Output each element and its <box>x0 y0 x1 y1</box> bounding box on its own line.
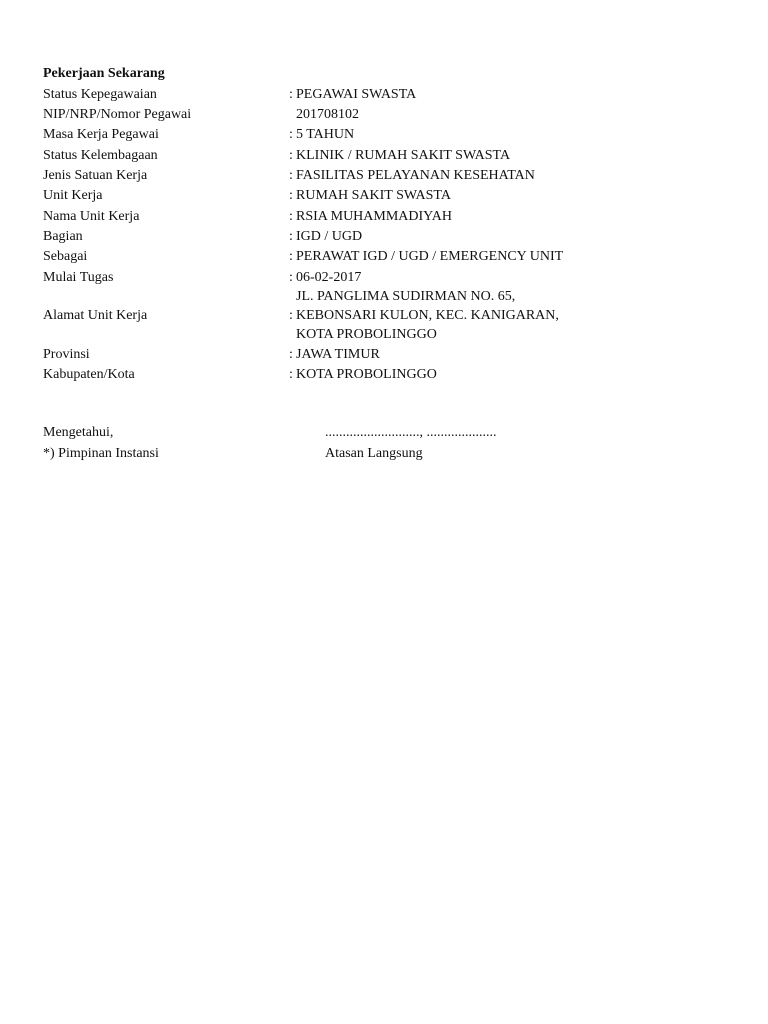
alamat-line-1: JL. PANGLIMA SUDIRMAN NO. 65, <box>296 289 516 304</box>
atasan-langsung-text: Atasan Langsung <box>325 446 423 461</box>
row-mulai-tugas <box>0 269 768 287</box>
colon-nama-unit-kerja: : <box>289 209 293 224</box>
label-status-kepegawaian: Status Kepegawaian <box>43 87 157 102</box>
label-masa-kerja: Masa Kerja Pegawai <box>43 127 159 142</box>
label-bagian: Bagian <box>43 229 83 244</box>
colon-mulai-tugas: : <box>289 270 293 285</box>
colon-sebagai: : <box>289 249 293 264</box>
row-jenis-satuan-kerja <box>0 167 768 185</box>
row-sebagai <box>0 248 768 266</box>
pimpinan-instansi-text: *) Pimpinan Instansi <box>43 446 159 461</box>
section-title: Pekerjaan Sekarang <box>43 66 165 81</box>
place-date-placeholder: ..........................., .................... <box>325 425 497 440</box>
row-unit-kerja <box>0 187 768 205</box>
row-nama-unit-kerja <box>0 208 768 226</box>
label-kabupaten-kota: Kabupaten/Kota <box>43 367 135 382</box>
colon-bagian: : <box>289 229 293 244</box>
colon-masa-kerja: : <box>289 127 293 142</box>
value-nip: 201708102 <box>296 107 359 122</box>
row-kabupaten-kota <box>0 366 768 384</box>
colon-jenis-satuan-kerja: : <box>289 168 293 183</box>
row-status-kepegawaian <box>0 86 768 104</box>
row-provinsi <box>0 346 768 364</box>
value-provinsi: JAWA TIMUR <box>296 347 380 362</box>
value-status-kelembagaan: KLINIK / RUMAH SAKIT SWASTA <box>296 148 511 163</box>
value-nama-unit-kerja: RSIA MUHAMMADIYAH <box>296 209 452 224</box>
colon-unit-kerja: : <box>289 188 293 203</box>
colon-status-kelembagaan: : <box>289 148 293 163</box>
colon-status-kepegawaian: : <box>289 87 293 102</box>
row-masa-kerja <box>0 126 768 144</box>
label-nama-unit-kerja: Nama Unit Kerja <box>43 209 140 224</box>
label-nip: NIP/NRP/Nomor Pegawai <box>43 107 192 122</box>
row-status-kelembagaan <box>0 147 768 165</box>
value-sebagai: PERAWAT IGD / UGD / EMERGENCY UNIT <box>296 249 564 264</box>
value-mulai-tugas: 06-02-2017 <box>296 270 362 285</box>
label-provinsi: Provinsi <box>43 347 90 362</box>
alamat-line-2: KEBONSARI KULON, KEC. KANIGARAN, <box>296 308 559 323</box>
colon-provinsi: : <box>289 347 293 362</box>
row-alamat-unit-kerja <box>0 307 768 325</box>
row-bagian <box>0 228 768 246</box>
value-bagian: IGD / UGD <box>296 229 363 244</box>
colon-kabupaten-kota: : <box>289 367 293 382</box>
value-jenis-satuan-kerja: FASILITAS PELAYANAN KESEHATAN <box>296 168 535 183</box>
alamat-line-3: KOTA PROBOLINGGO <box>296 327 437 342</box>
value-masa-kerja: 5 TAHUN <box>296 127 355 142</box>
label-status-kelembagaan: Status Kelembagaan <box>43 148 158 163</box>
label-alamat-unit-kerja: Alamat Unit Kerja <box>43 308 148 323</box>
colon-alamat-unit-kerja: : <box>289 308 293 323</box>
mengetahui-text: Mengetahui, <box>43 425 114 440</box>
label-jenis-satuan-kerja: Jenis Satuan Kerja <box>43 168 148 183</box>
row-nip <box>0 106 768 124</box>
label-mulai-tugas: Mulai Tugas <box>43 270 114 285</box>
label-unit-kerja: Unit Kerja <box>43 188 103 203</box>
label-sebagai: Sebagai <box>43 249 88 264</box>
value-status-kepegawaian: PEGAWAI SWASTA <box>296 87 417 102</box>
value-unit-kerja: RUMAH SAKIT SWASTA <box>296 188 451 203</box>
value-kabupaten-kota: KOTA PROBOLINGGO <box>296 367 437 382</box>
